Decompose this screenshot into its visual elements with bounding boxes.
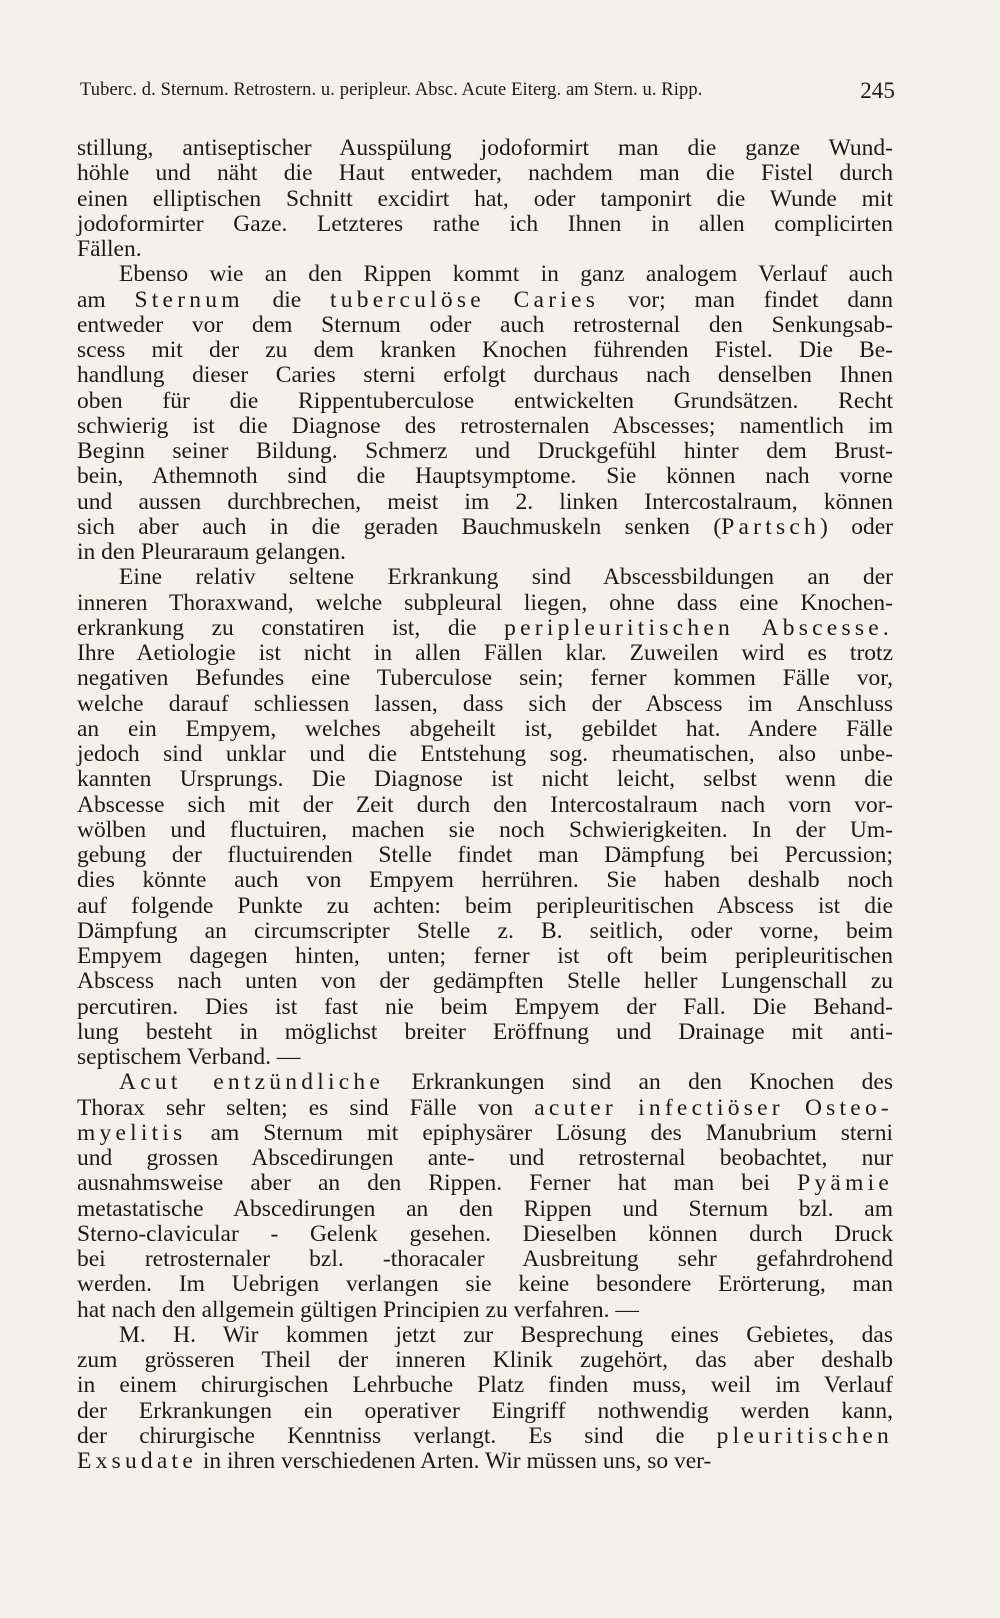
text-run: entweder vor dem Sternum oder auch retrosternal den Senkungsab- <box>77 311 893 338</box>
text-run: scess mit der zu dem kranken Knochen führenden Fistel. Die Be- <box>77 337 893 363</box>
text-run: ausnahmsweise aber an den Rippen. Ferner hat man bei <box>77 1170 798 1197</box>
text-line <box>77 1096 893 1121</box>
text-line <box>77 1272 893 1297</box>
spaced-emphasis: Caries <box>513 286 600 313</box>
text-run: auf folgende Punkte zu achten: beim peripleuritischen Abscess ist die <box>77 892 893 919</box>
text-run: schwierig ist die Diagnose des retrosternalen Abscesses; namentlich im <box>77 412 893 439</box>
text-line <box>77 414 893 439</box>
spaced-emphasis: infectiöser <box>638 1094 784 1121</box>
text-line <box>77 818 893 843</box>
text-line <box>77 919 893 944</box>
text-run: Ebenso wie an den Rippen kommt in ganz analogem Verlauf auch <box>119 261 893 288</box>
text-run: bein, Athemnoth sind die Hauptsymptome. Sie können nach vorne <box>77 463 893 490</box>
text-line <box>77 1222 893 1247</box>
text-run: ) oder <box>819 513 893 540</box>
text-run: metastatische Abscedirungen an den Rippen und Sternum bzl. am <box>77 1195 893 1222</box>
text-line <box>77 363 893 388</box>
text-run: Sterno-clavicular - Gelenk gesehen. Dieselben können durch Druck <box>77 1220 893 1247</box>
text-line <box>77 793 893 818</box>
text-line <box>77 237 893 262</box>
text-run <box>784 1095 805 1121</box>
text-run: Fällen. <box>77 236 142 262</box>
text-run: Beginn seiner Bildung. Schmerz und Druckgefühl hinter dem Brust- <box>77 438 893 464</box>
spaced-emphasis: myelitis <box>77 1119 187 1146</box>
text-line <box>77 1045 893 1070</box>
spaced-emphasis: Abscesse. <box>761 614 893 641</box>
text-line <box>77 666 893 691</box>
text-run: Empyem dagegen hinten, unten; ferner ist oft beim peripleuritischen <box>77 943 893 969</box>
text-run: Dämpfung an circumscripter Stelle z. B. seitlich, oder vorne, beim <box>77 917 893 944</box>
text-line <box>77 540 893 565</box>
text-line <box>77 767 893 792</box>
text-line <box>77 1070 893 1095</box>
text-run: zum grösseren Theil der inneren Klinik zugehört, das aber deshalb <box>77 1347 893 1373</box>
text-run: Thorax sehr selten; es sind Fälle von <box>77 1094 535 1121</box>
text-line <box>77 591 893 616</box>
text-run: vor; man findet dann <box>599 286 893 313</box>
spaced-emphasis: Osteo- <box>804 1094 893 1121</box>
text-line <box>77 894 893 919</box>
text-line <box>77 616 893 641</box>
text-run: gebung der fluctuirenden Stelle findet man Dämpfung bei Percussion; <box>77 842 893 868</box>
spaced-emphasis: Exsudate <box>77 1448 197 1474</box>
text-line <box>77 944 893 969</box>
text-run: erkrankung zu constatiren ist, die <box>77 614 505 641</box>
text-run: in einem chirurgischen Lehrbuche Platz finden muss, weil im Verlauf <box>77 1372 893 1399</box>
text-run: und grossen Abscedirungen ante- und retrosternal beobachtet, nur <box>77 1145 893 1171</box>
text-run <box>617 1095 638 1121</box>
text-line <box>77 1449 893 1474</box>
text-run: jodoformirter Gaze. Letzteres rathe ich Ihnen in allen complicirten <box>77 210 893 237</box>
text-line <box>77 641 893 666</box>
text-line <box>77 717 893 742</box>
text-line <box>77 313 893 338</box>
text-run: am <box>77 286 135 313</box>
running-header <box>80 80 895 101</box>
text-run: einen elliptischen Schnitt excidirt hat, oder tamponirt die Wunde mit <box>77 185 893 212</box>
text-run: an ein Empyem, welches abgeheilt ist, gebildet hat. Andere Fälle <box>77 715 893 742</box>
text-line <box>77 969 893 994</box>
text-run: der Erkrankungen ein operativer Eingriff nothwendig werden kann, <box>77 1397 893 1424</box>
text-run: am Sternum mit epiphysärer Lösung des Manubrium sterni <box>186 1119 893 1146</box>
body-text <box>77 136 893 1474</box>
text-line <box>77 1373 893 1398</box>
text-run: die <box>243 286 331 313</box>
text-line <box>77 490 893 515</box>
text-run: dies könnte auch von Empyem herrühren. Sie haben deshalb noch <box>77 867 893 894</box>
text-run: septischem Verband. — <box>77 1044 301 1070</box>
text-line <box>77 161 893 186</box>
spaced-emphasis: acuter <box>534 1094 617 1121</box>
text-line <box>77 389 893 414</box>
text-line <box>77 136 893 161</box>
text-line <box>77 288 893 313</box>
text-run: bei retrosternaler bzl. -thoracaler Ausbreitung sehr gefahrdrohend <box>77 1246 893 1272</box>
text-run: Ihre Aetiologie ist nicht in allen Fällen klar. Zuweilen wird es trotz <box>77 640 893 666</box>
text-run: Erkrankungen sind an den Knochen des <box>384 1069 893 1096</box>
spaced-emphasis: Sternum <box>134 286 244 313</box>
text-run: M. H. Wir kommen jetzt zur Besprechung eines Gebietes, das <box>119 1321 893 1348</box>
text-line <box>77 565 893 590</box>
text-run <box>734 615 762 641</box>
text-line <box>77 338 893 363</box>
text-run: percutiren. Dies ist fast nie beim Empyem der Fall. Die Behand- <box>77 993 893 1020</box>
text-run: inneren Thoraxwand, welche subpleural liegen, ohne dass eine Knochen- <box>77 589 893 616</box>
text-run <box>485 287 514 313</box>
text-line <box>77 742 893 767</box>
spaced-emphasis: pleuritischen <box>716 1422 893 1449</box>
text-run: werden. Im Uebrigen verlangen sie keine besondere Erörterung, man <box>77 1271 893 1298</box>
text-run: lung besteht in möglichst breiter Eröffnung und Drainage mit anti- <box>77 1018 893 1045</box>
text-run: höhle und näht die Haut entweder, nachdem man die Fistel durch <box>77 160 893 187</box>
text-run: jedoch sind unklar und die Entstehung sog. rheumatischen, also unbe- <box>77 741 893 767</box>
spaced-emphasis: Acut entzündliche <box>119 1069 385 1096</box>
text-line <box>77 515 893 540</box>
text-line <box>77 262 893 287</box>
text-line <box>77 1323 893 1348</box>
text-run: oben für die Rippentuberculose entwickelten Grundsätzen. Recht <box>77 387 893 414</box>
text-line <box>77 1424 893 1449</box>
text-line <box>77 187 893 212</box>
text-line <box>77 1247 893 1272</box>
text-line <box>77 212 893 237</box>
text-line <box>77 1298 893 1323</box>
spaced-emphasis: tuberculöse <box>330 286 485 313</box>
text-line <box>77 1197 893 1222</box>
text-line <box>77 1399 893 1424</box>
text-run: der chirurgische Kenntniss verlangt. Es sind die <box>77 1422 717 1449</box>
text-line <box>77 1171 893 1196</box>
text-line <box>77 995 893 1020</box>
text-run: negativen Befundes eine Tuberculose sein; ferner kommen Fälle vor, <box>77 665 893 692</box>
text-line <box>77 1020 893 1045</box>
text-run: in ihren verschiedenen Arten. Wir müssen uns, so ver- <box>196 1448 712 1474</box>
text-run: und aussen durchbrechen, meist im 2. linken Intercostalraum, können <box>77 488 893 515</box>
text-line <box>77 1348 893 1373</box>
text-run: in den Pleuraraum gelangen. <box>77 539 346 565</box>
text-run: Abscesse sich mit der Zeit durch den Intercostalraum nach vorn vor- <box>77 791 893 818</box>
text-run: Abscess nach unten von der gedämpften Stelle heller Lungenschall zu <box>77 968 893 995</box>
spaced-emphasis: peripleuritischen <box>504 614 734 641</box>
page-number: 245 <box>860 78 895 103</box>
spaced-emphasis: Pyämie <box>797 1170 893 1197</box>
spaced-emphasis: Partsch <box>721 513 820 540</box>
text-line <box>77 1146 893 1171</box>
text-line <box>77 439 893 464</box>
text-run: welche darauf schliessen lassen, dass sich der Abscess im Anschluss <box>77 690 893 717</box>
text-run: hat nach den allgemein gültigen Principien zu verfahren. — <box>77 1296 639 1323</box>
text-run: stillung, antiseptischer Ausspülung jodoformirt man die ganze Wund- <box>77 135 893 161</box>
text-line <box>77 843 893 868</box>
text-run: Eine relativ seltene Erkrankung sind Abscessbildungen an der <box>119 564 893 591</box>
text-run: sich aber auch in die geraden Bauchmuskeln senken ( <box>77 513 722 540</box>
text-line <box>77 692 893 717</box>
text-run: kannten Ursprungs. Die Diagnose ist nicht leicht, selbst wenn die <box>77 766 893 793</box>
text-line <box>77 464 893 489</box>
text-run: wölben und fluctuiren, machen sie noch Schwierigkeiten. In der Um- <box>77 816 893 843</box>
text-run: handlung dieser Caries sterni erfolgt durchaus nach denselben Ihnen <box>77 362 893 389</box>
running-title: Tuberc. d. Sternum. Retrostern. u. peripleur. Absc. Acute Eiterg. am Stern. u. Ripp. <box>80 80 703 100</box>
text-line <box>77 868 893 893</box>
text-line <box>77 1121 893 1146</box>
